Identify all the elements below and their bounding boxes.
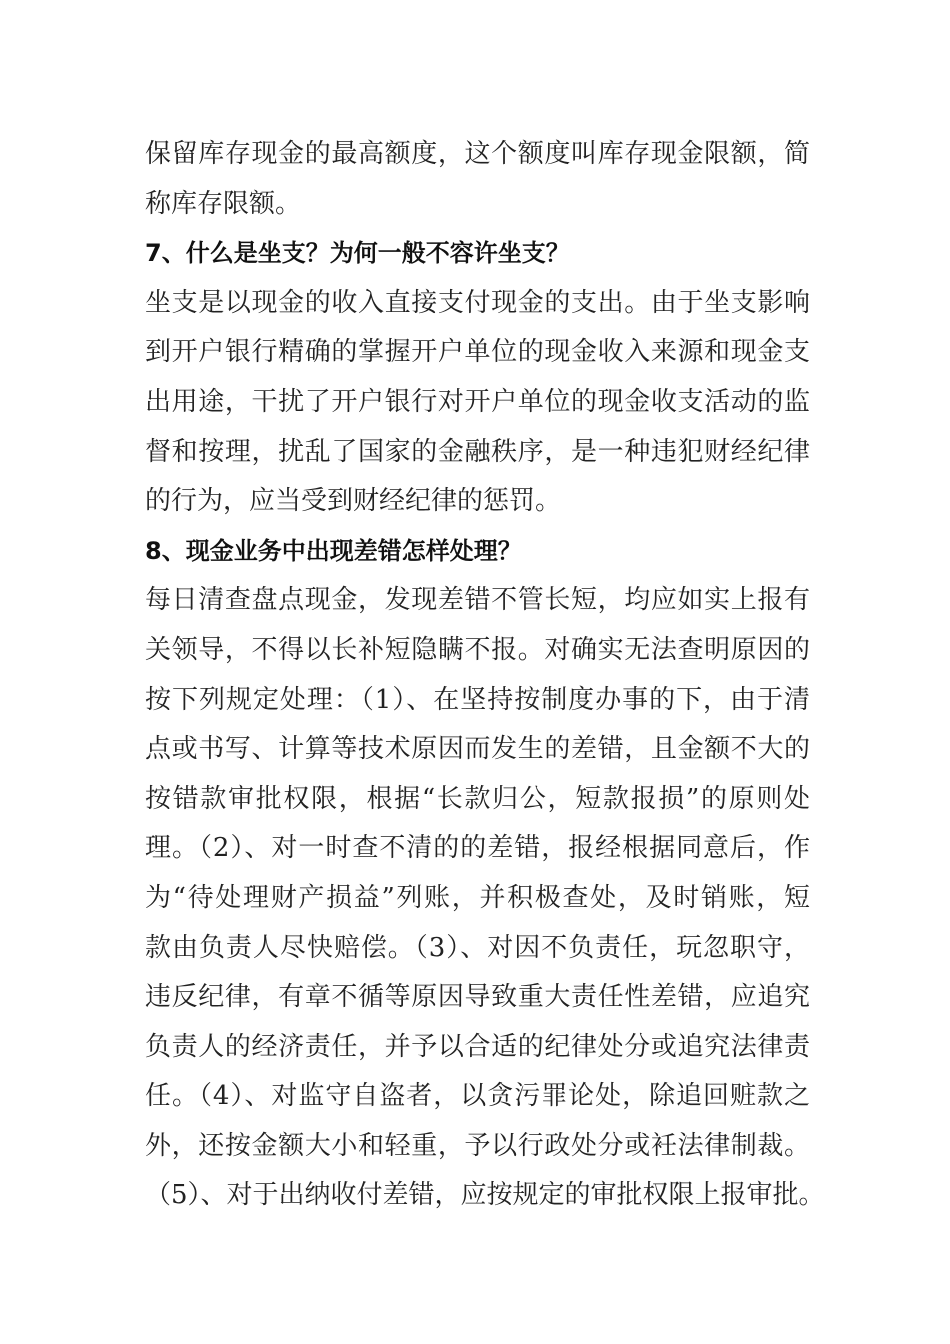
paragraph-line: 的行为，应当受到财经纪律的惩罚。 xyxy=(145,486,562,517)
paragraph-line: 任。（4）、对监守自盗者，以贪污罪论处，除追回赃款之 xyxy=(145,1081,810,1112)
paragraph-line: 点或书写、计算等技术原因而发生的差错，且金额不大的 xyxy=(145,734,810,765)
paragraph-line: 关领导，不得以长补短隐瞒不报。对确实无法查明原因的 xyxy=(145,634,810,665)
section-heading-8: 8、现金业务中出现差错怎样处理？ xyxy=(145,536,522,565)
paragraph-line: 违反纪律，有章不循等原因导致重大责任性差错，应追究 xyxy=(145,982,810,1013)
paragraph-line: 督和按理，扰乱了国家的金融秩序，是一种违犯财经纪律 xyxy=(145,436,810,467)
paragraph-line: 保留库存现金的最高额度，这个额度叫库存现金限额，简 xyxy=(145,139,810,169)
paragraph-line: 每日清查盘点现金，发现差错不管长短，均应如实上报有 xyxy=(145,585,810,616)
document-body xyxy=(145,130,825,1221)
section-heading-7: 7、什么是坐支？为何一般不容许坐支？ xyxy=(145,239,570,268)
paragraph-line: 坐支是以现金的收入直接支付现金的支出。由于坐支影响 xyxy=(145,287,810,318)
paragraph-line: 负责人的经济责任，并予以合适的纪律处分或追究法律责 xyxy=(145,1031,810,1062)
paragraph-line: 称库存限额。 xyxy=(145,188,302,219)
paragraph-line: 按下列规定处理：（1）、在坚持按制度办事的下，由于清 xyxy=(145,684,810,715)
paragraph-line: 按错款审批权限，根据“长款归公，短款报损”的原则处 xyxy=(145,783,810,814)
paragraph-line: 到开户银行精确的掌握开户单位的现金收入来源和现金支 xyxy=(145,337,810,368)
paragraph-line: （5）、对于出纳收付差错，应按规定的审批权限上报审批。 xyxy=(145,1180,825,1211)
paragraph-line: 出用途，干扰了开户银行对开户单位的现金收支活动的监 xyxy=(145,386,810,417)
paragraph-line: 理。（2）、对一时查不清的的差错，报经根据同意后，作 xyxy=(145,833,810,864)
paragraph-line: 款由负责人尽快赔偿。（3）、对因不负责任，玩忽职守， xyxy=(145,932,810,963)
paragraph-line: 外，还按金额大小和轻重，予以行政处分或衽法律制裁。 xyxy=(145,1130,810,1161)
paragraph-line: 为“待处理财产损益”列账，并积极查处，及时销账，短 xyxy=(145,882,810,913)
